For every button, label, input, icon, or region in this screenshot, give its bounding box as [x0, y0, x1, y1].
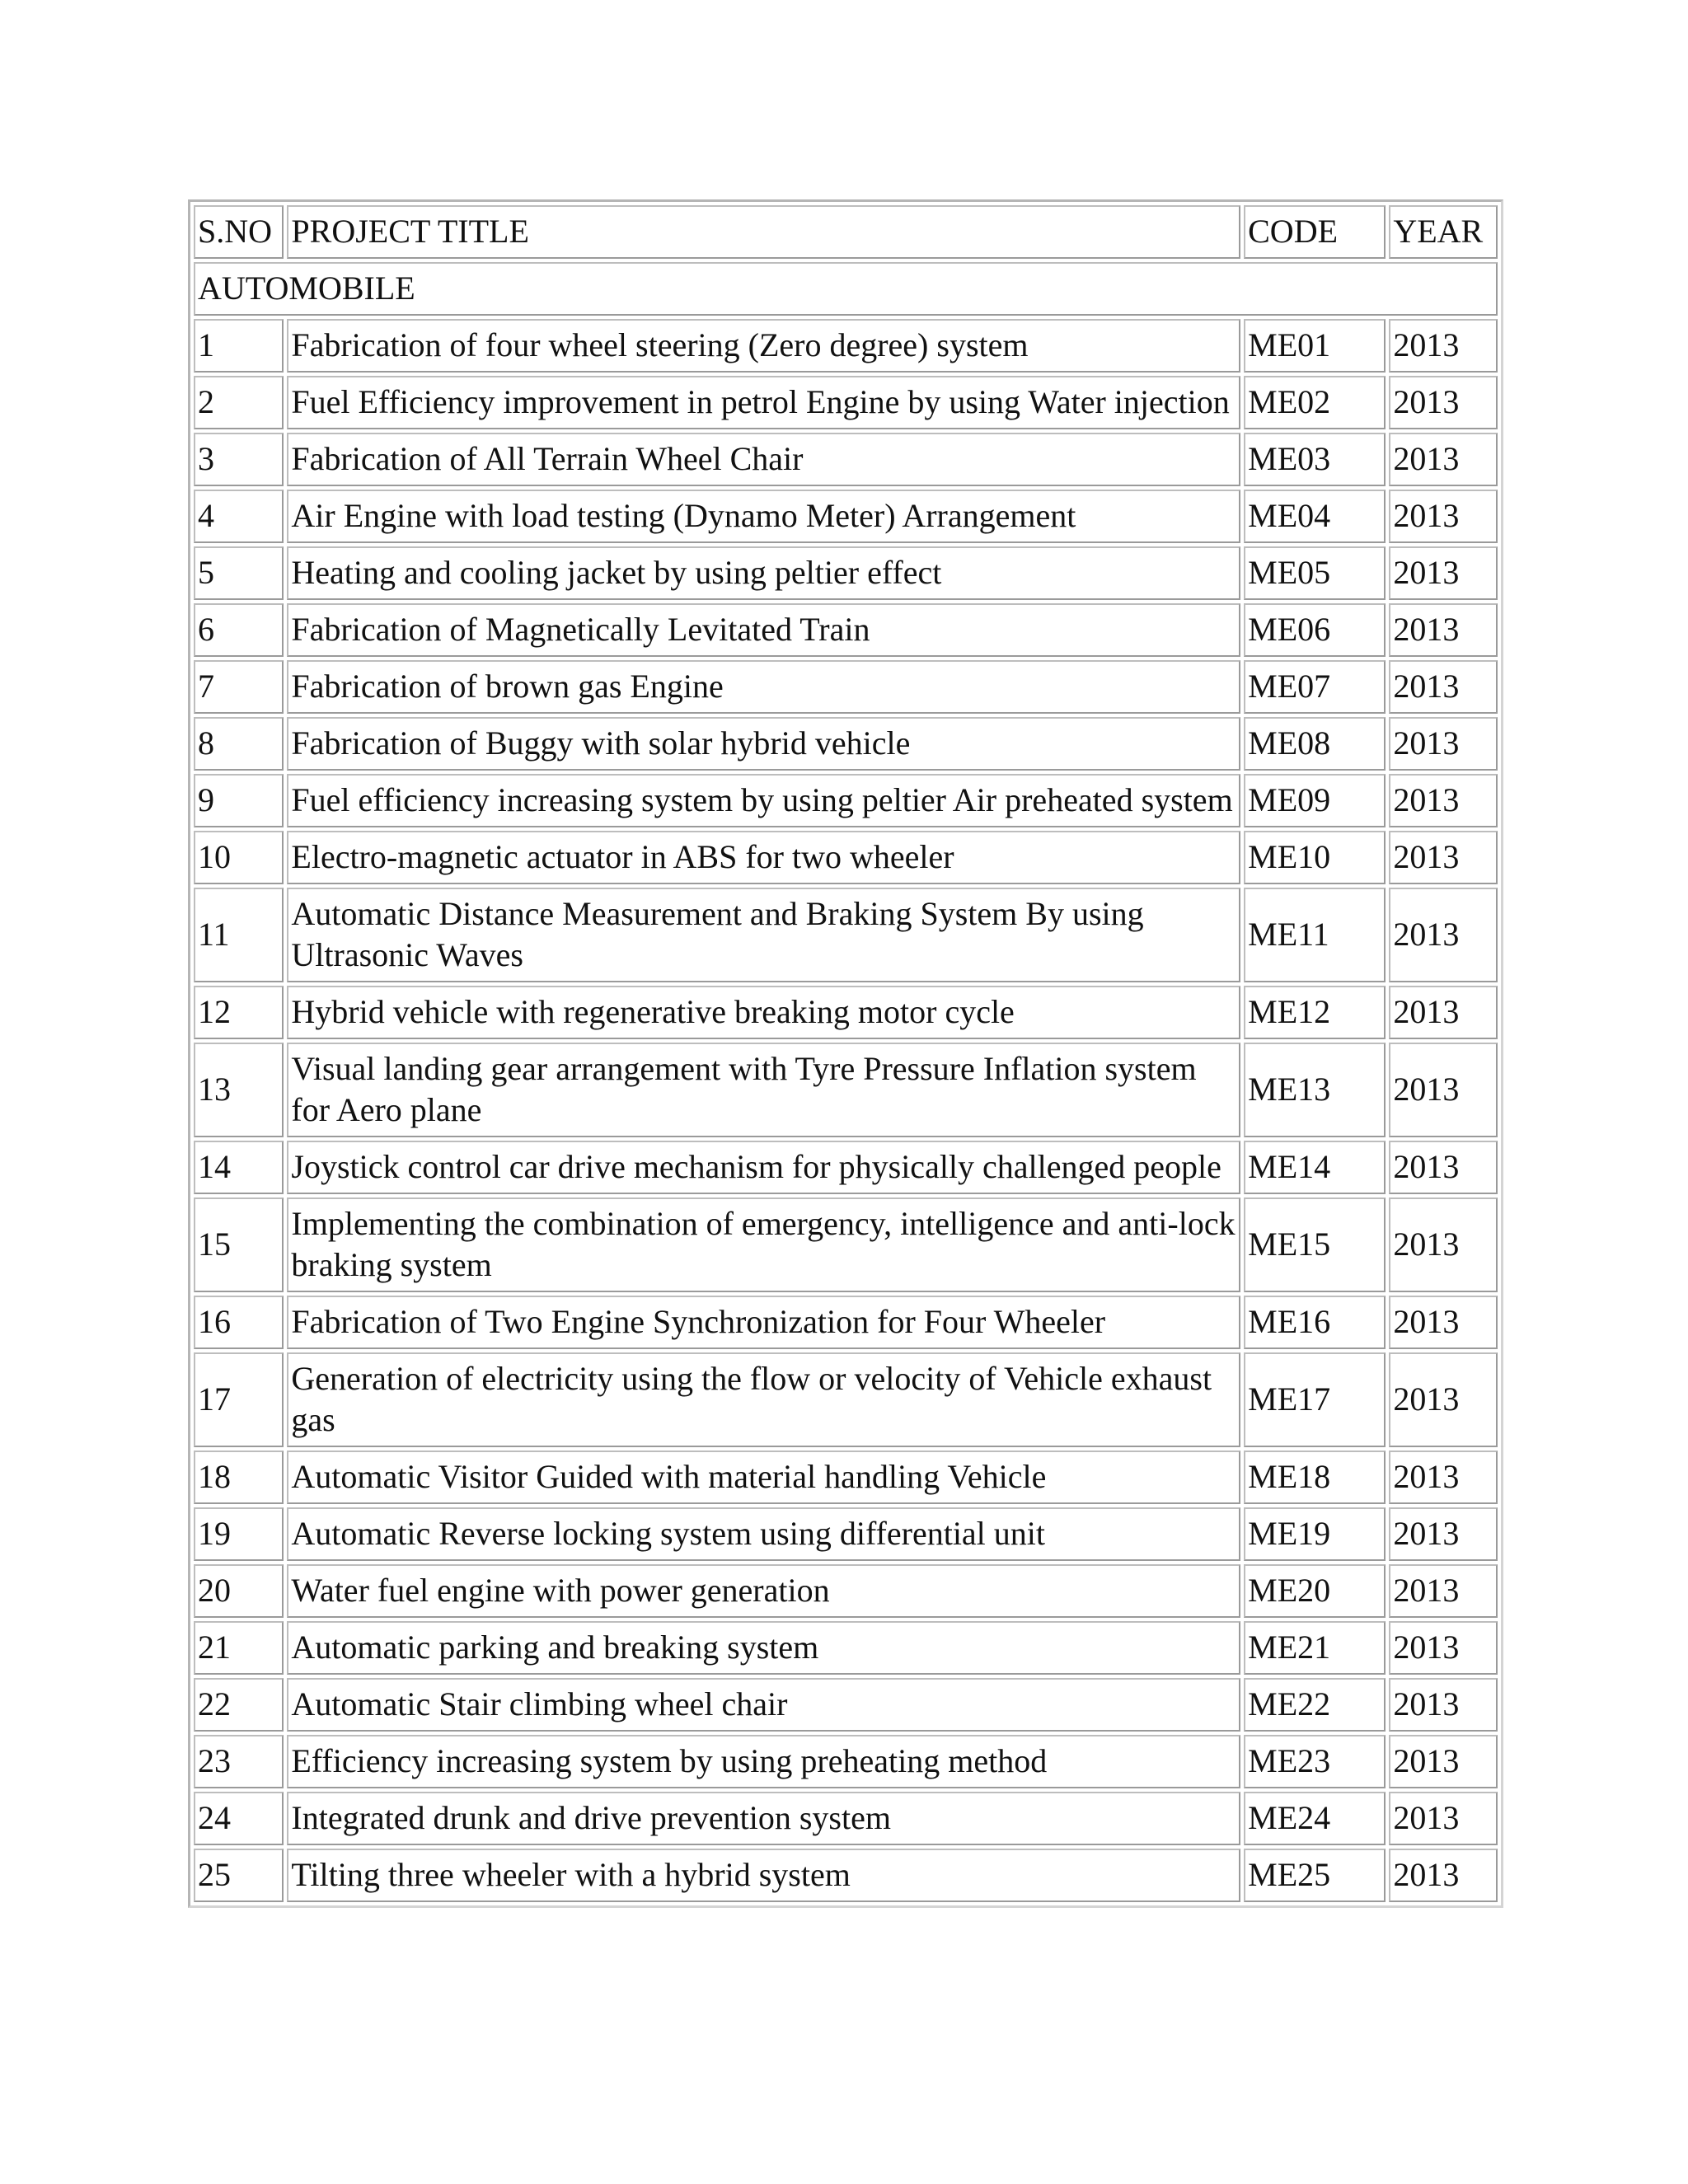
cell-project-title: Fuel efficiency increasing system by using peltier Air preheated system	[287, 774, 1240, 827]
cell-sno: 9	[194, 774, 284, 827]
cell-sno: 11	[194, 888, 284, 982]
cell-year: 2013	[1389, 1735, 1498, 1788]
cell-year: 2013	[1389, 1564, 1498, 1618]
cell-project-title: Automatic Visitor Guided with material handling Vehicle	[287, 1451, 1240, 1504]
cell-code: ME20	[1244, 1564, 1386, 1618]
cell-code: ME10	[1244, 831, 1386, 884]
cell-project-title: Automatic Distance Measurement and Braking System By using Ultrasonic Waves	[287, 888, 1240, 982]
cell-sno: 2	[194, 376, 284, 429]
cell-code: ME02	[1244, 376, 1386, 429]
table-row	[194, 774, 1498, 827]
header-year: YEAR	[1389, 205, 1498, 259]
table-row	[194, 433, 1498, 486]
cell-year: 2013	[1389, 1849, 1498, 1902]
table-row	[194, 717, 1498, 771]
cell-sno: 16	[194, 1296, 284, 1349]
cell-sno: 8	[194, 717, 284, 771]
cell-sno: 24	[194, 1792, 284, 1845]
cell-code: ME07	[1244, 660, 1386, 714]
cell-project-title: Hybrid vehicle with regenerative breaking motor cycle	[287, 986, 1240, 1039]
table-row	[194, 1621, 1498, 1675]
cell-sno: 15	[194, 1197, 284, 1292]
cell-code: ME09	[1244, 774, 1386, 827]
cell-sno: 5	[194, 546, 284, 600]
cell-code: ME18	[1244, 1451, 1386, 1504]
table-row	[194, 888, 1498, 982]
cell-sno: 3	[194, 433, 284, 486]
cell-project-title: Joystick control car drive mechanism for physically challenged people	[287, 1141, 1240, 1194]
table-row	[194, 1564, 1498, 1618]
cell-project-title: Fabrication of four wheel steering (Zero degree) system	[287, 319, 1240, 373]
table-row	[194, 603, 1498, 657]
cell-project-title: Automatic parking and breaking system	[287, 1621, 1240, 1675]
cell-year: 2013	[1389, 546, 1498, 600]
cell-project-title: Fabrication of Buggy with solar hybrid vehicle	[287, 717, 1240, 771]
cell-code: ME15	[1244, 1197, 1386, 1292]
cell-sno: 19	[194, 1507, 284, 1561]
table-row	[194, 1296, 1498, 1349]
cell-project-title: Fabrication of Magnetically Levitated Train	[287, 603, 1240, 657]
cell-year: 2013	[1389, 774, 1498, 827]
cell-year: 2013	[1389, 1507, 1498, 1561]
cell-sno: 21	[194, 1621, 284, 1675]
cell-year: 2013	[1389, 376, 1498, 429]
header-project-title: PROJECT TITLE	[287, 205, 1240, 259]
cell-project-title: Automatic Reverse locking system using differential unit	[287, 1507, 1240, 1561]
cell-sno: 20	[194, 1564, 284, 1618]
table-row	[194, 1507, 1498, 1561]
cell-year: 2013	[1389, 1043, 1498, 1137]
cell-project-title: Generation of electricity using the flow or velocity of Vehicle exhaust gas	[287, 1352, 1240, 1447]
cell-year: 2013	[1389, 831, 1498, 884]
cell-code: ME25	[1244, 1849, 1386, 1902]
cell-year: 2013	[1389, 1296, 1498, 1349]
table-row	[194, 1043, 1498, 1137]
cell-project-title: Electro-magnetic actuator in ABS for two wheeler	[287, 831, 1240, 884]
cell-sno: 10	[194, 831, 284, 884]
cell-project-title: Fabrication of brown gas Engine	[287, 660, 1240, 714]
section-row	[194, 262, 1498, 316]
cell-code: ME13	[1244, 1043, 1386, 1137]
cell-sno: 25	[194, 1849, 284, 1902]
table-row	[194, 1141, 1498, 1194]
cell-sno: 6	[194, 603, 284, 657]
table-row	[194, 319, 1498, 373]
cell-code: ME23	[1244, 1735, 1386, 1788]
cell-code: ME12	[1244, 986, 1386, 1039]
cell-year: 2013	[1389, 717, 1498, 771]
cell-sno: 13	[194, 1043, 284, 1137]
header-sno: S.NO	[194, 205, 284, 259]
cell-year: 2013	[1389, 1678, 1498, 1732]
cell-sno: 23	[194, 1735, 284, 1788]
cell-project-title: Fabrication of Two Engine Synchronization for Four Wheeler	[287, 1296, 1240, 1349]
cell-project-title: Automatic Stair climbing wheel chair	[287, 1678, 1240, 1732]
cell-year: 2013	[1389, 986, 1498, 1039]
cell-code: ME04	[1244, 490, 1386, 543]
table-row	[194, 831, 1498, 884]
header-row	[194, 205, 1498, 259]
cell-year: 2013	[1389, 1352, 1498, 1447]
cell-sno: 17	[194, 1352, 284, 1447]
cell-year: 2013	[1389, 1621, 1498, 1675]
table-row	[194, 376, 1498, 429]
cell-code: ME08	[1244, 717, 1386, 771]
cell-project-title: Air Engine with load testing (Dynamo Meter) Arrangement	[287, 490, 1240, 543]
cell-code: ME06	[1244, 603, 1386, 657]
cell-code: ME17	[1244, 1352, 1386, 1447]
table-row	[194, 490, 1498, 543]
table-row	[194, 1352, 1498, 1447]
cell-code: ME22	[1244, 1678, 1386, 1732]
table-row	[194, 986, 1498, 1039]
table-row	[194, 1735, 1498, 1788]
cell-sno: 1	[194, 319, 284, 373]
cell-project-title: Integrated drunk and drive prevention system	[287, 1792, 1240, 1845]
cell-sno: 4	[194, 490, 284, 543]
cell-sno: 14	[194, 1141, 284, 1194]
cell-code: ME14	[1244, 1141, 1386, 1194]
table-row	[194, 1197, 1498, 1292]
table-body	[194, 262, 1498, 1902]
projects-table	[188, 199, 1503, 1908]
table-row	[194, 1849, 1498, 1902]
cell-year: 2013	[1389, 888, 1498, 982]
cell-year: 2013	[1389, 1197, 1498, 1292]
cell-project-title: Fabrication of All Terrain Wheel Chair	[287, 433, 1240, 486]
cell-year: 2013	[1389, 490, 1498, 543]
cell-sno: 18	[194, 1451, 284, 1504]
cell-project-title: Water fuel engine with power generation	[287, 1564, 1240, 1618]
table-row	[194, 660, 1498, 714]
cell-project-title: Efficiency increasing system by using preheating method	[287, 1735, 1240, 1788]
cell-sno: 12	[194, 986, 284, 1039]
cell-project-title: Heating and cooling jacket by using peltier effect	[287, 546, 1240, 600]
cell-code: ME16	[1244, 1296, 1386, 1349]
table-row	[194, 1792, 1498, 1845]
cell-code: ME19	[1244, 1507, 1386, 1561]
cell-project-title: Visual landing gear arrangement with Tyre Pressure Inflation system for Aero plane	[287, 1043, 1240, 1137]
cell-code: ME05	[1244, 546, 1386, 600]
cell-year: 2013	[1389, 603, 1498, 657]
cell-code: ME03	[1244, 433, 1386, 486]
cell-year: 2013	[1389, 1792, 1498, 1845]
cell-sno: 22	[194, 1678, 284, 1732]
cell-year: 2013	[1389, 1451, 1498, 1504]
cell-project-title: Tilting three wheeler with a hybrid system	[287, 1849, 1240, 1902]
cell-code: ME11	[1244, 888, 1386, 982]
cell-project-title: Implementing the combination of emergency, intelligence and anti-lock braking system	[287, 1197, 1240, 1292]
cell-code: ME21	[1244, 1621, 1386, 1675]
cell-sno: 7	[194, 660, 284, 714]
section-title: AUTOMOBILE	[194, 262, 1498, 316]
cell-year: 2013	[1389, 660, 1498, 714]
cell-year: 2013	[1389, 319, 1498, 373]
cell-code: ME01	[1244, 319, 1386, 373]
cell-year: 2013	[1389, 433, 1498, 486]
table-row	[194, 1678, 1498, 1732]
table-row	[194, 1451, 1498, 1504]
cell-project-title: Fuel Efficiency improvement in petrol Engine by using Water injection	[287, 376, 1240, 429]
table-row	[194, 546, 1498, 600]
cell-year: 2013	[1389, 1141, 1498, 1194]
cell-code: ME24	[1244, 1792, 1386, 1845]
header-code: CODE	[1244, 205, 1386, 259]
